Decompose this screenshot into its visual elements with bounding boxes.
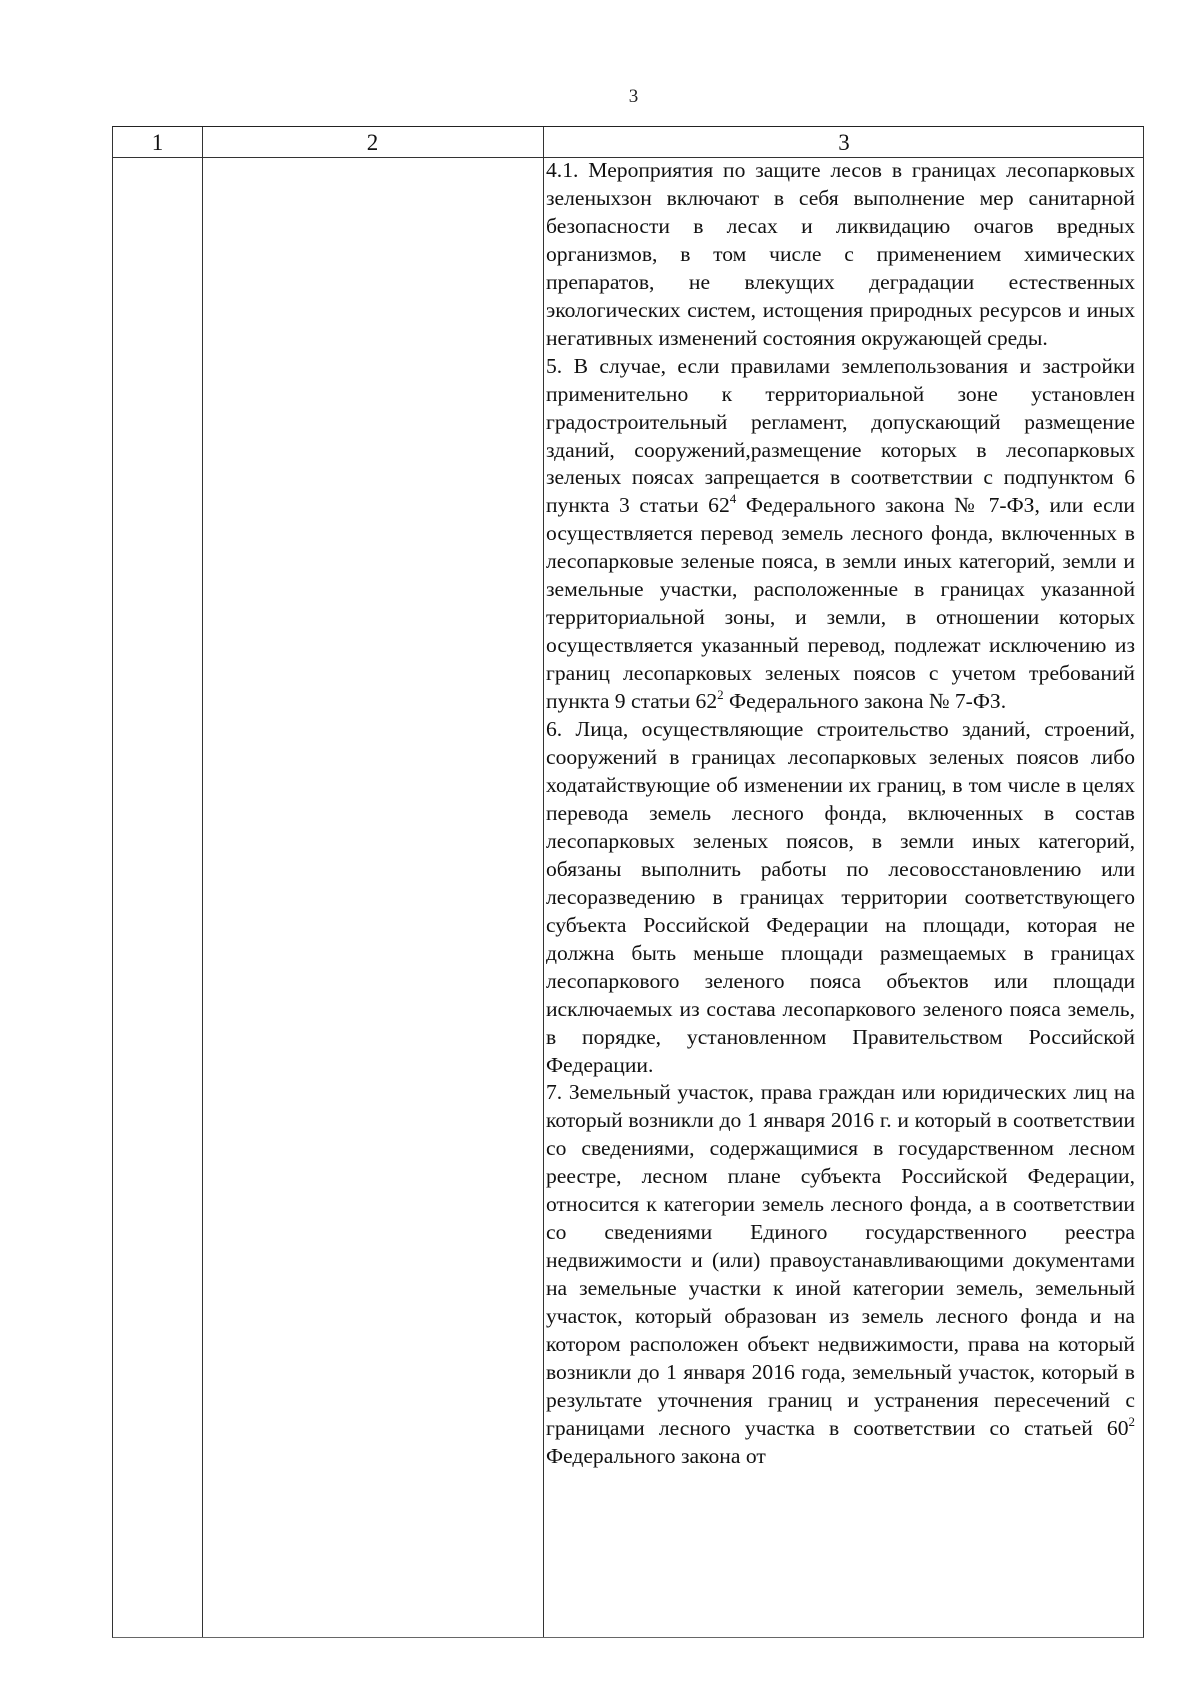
paragraph-7-text: Федерального закона от [546, 1443, 766, 1468]
page-number: 3 [628, 86, 639, 107]
paragraph-5-text: 5. В случае, если правилами землепользования и застройки применительно к территориальной зоне установлен градостроительный регламент, допускающий размещение зданий, сооружений,размещение которых в лесопарковых зеленых поясах запрещается в соответствии с подпунктом 6 пункта 3 статьи 62 [546, 353, 1135, 518]
superscript: 4 [729, 491, 737, 507]
document-table [112, 126, 1144, 1638]
column-divider [543, 127, 544, 1637]
paragraph-5-text: Федерального закона № 7-ФЗ, или если осуществляется перевод земель лесного фонда, включенных в лесопарковые зеленые пояса, в земли иных категорий, земли и земельные участки, расположенные в границах указанной территориальной зоны, и земли, в отношении которых осуществляется указанный перевод, подлежат исключению из границ лесопарковых зеленых поясов с учетом требований пункта 9 статьи 62 [546, 493, 1135, 714]
paragraph-6: 6. Лица, осуществляющие строительство зданий, строений, сооружений в границах лесопарковых зеленых поясов либо ходатайствующие об изменении их границ, в том числе в целях перевода земель лесного фонда, включенных в состав лесопарковых зеленых поясов, в земли иных категорий, обязаны выполнить работы по лесовосстановлению или лесоразведению в границах территории соответствующего субъекта Российской Федерации на площади, которая не должна быть меньше площади размещаемых в границах лесопаркового зеленого пояса объектов или площади исключаемых из состава лесопаркового зеленого пояса земель, в порядке, установленном Правительством Российской Федерации. [546, 717, 1135, 1077]
column-header-3: 3 [838, 130, 850, 155]
paragraph-7 [546, 1079, 1135, 1470]
paragraph-7-text: 7. Земельный участок, права граждан или юридических лиц на который возникли до 1 января 2016 г. и который в соответствии со сведениями, содержащимися в государственном лесном реестре, лесном плане субъекта Российской Федерации, относится к категории земель лесного фонда, а в соответствии со сведениями Единого государственного реестра недвижимости и (или) правоустанавливающими документами на земельные участки к иной категории земель, земельный участок, который образован из земель лесного фонда и на котором расположен объект недвижимости, права на который возникли до 1 января 2016 года, земельный участок, который в результате уточнения границ и устранения пересечений с границами лесного участка в соответствии со статьей 60 [546, 1080, 1135, 1440]
superscript: 2 [1128, 1413, 1135, 1429]
column-header-1: 1 [151, 130, 164, 155]
superscript: 2 [717, 687, 724, 703]
paragraph-5 [546, 353, 1135, 716]
column-divider [202, 127, 203, 1637]
column-3-content [546, 157, 1135, 1471]
column-header-2: 2 [366, 130, 379, 155]
paragraph-4-1: 4.1. Мероприятия по защите лесов в границах лесопарковых зеленыхзон включают в себя выполнение мер санитарной безопасности в лесах и ликвидацию очагов вредных организмов, в том числе с применением химических препаратов, не влекущих деградации естественных экологических систем, истощения природных ресурсов и иных негативных изменений состояния окружающей среды. [546, 158, 1135, 350]
paragraph-5-text: Федерального закона № 7-ФЗ. [723, 689, 1007, 714]
